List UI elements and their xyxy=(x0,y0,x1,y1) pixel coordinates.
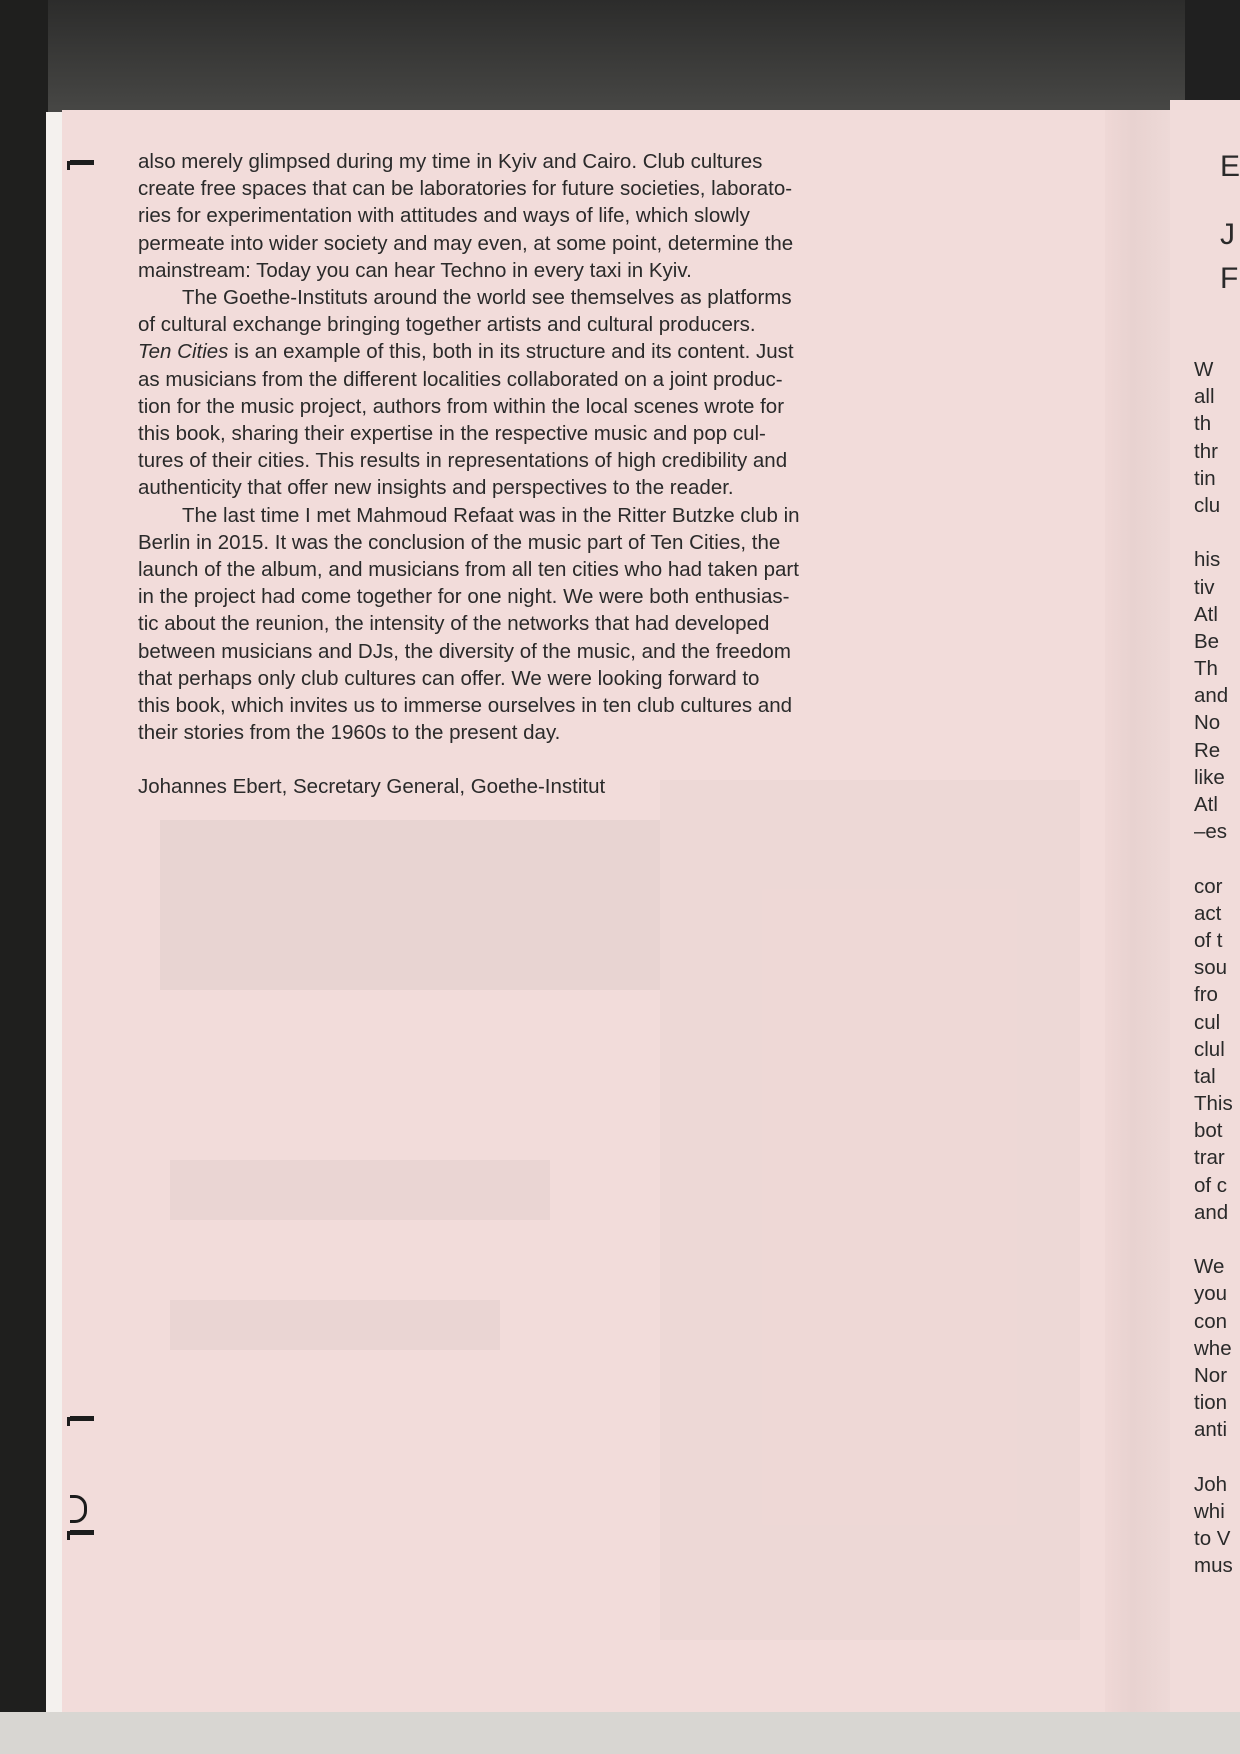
text-line: launch of the album, and musicians from all ten cities who had taken part xyxy=(138,558,799,582)
fragment: all xyxy=(1194,385,1215,409)
fragment: bot xyxy=(1194,1119,1223,1143)
scan-background-bottom xyxy=(0,1712,1240,1754)
registration-mark xyxy=(67,1417,70,1426)
fragment: act xyxy=(1194,901,1222,925)
scan-background-top xyxy=(0,0,1240,112)
fragment: Atl xyxy=(1194,602,1218,626)
fragment: whi xyxy=(1194,1499,1225,1523)
fragment: Atl xyxy=(1194,793,1218,816)
registration-mark xyxy=(67,1531,70,1540)
fragment: W xyxy=(1194,358,1214,381)
text-line: as musicians from the different localities collaborated on a joint produc- xyxy=(138,367,783,391)
text-line: Berlin in 2015. It was the conclusion of the music part of Ten Cities, the xyxy=(138,530,781,554)
fragment: Nor xyxy=(1194,1363,1228,1387)
fragment: and xyxy=(1194,1200,1229,1224)
text-line: authenticity that offer new insights and perspectives to the reader. xyxy=(138,476,734,500)
fragment: clu xyxy=(1194,493,1221,517)
text-line: tures of their cities. This results in representations of high credibility and xyxy=(138,449,788,473)
fragment: tal xyxy=(1194,1064,1216,1088)
fragment: his xyxy=(1194,548,1221,572)
text-line: ries for experimentation with attitudes and ways of life, which slowly xyxy=(138,204,750,228)
fragment: th xyxy=(1194,412,1212,436)
facing-text-fragments xyxy=(1194,356,1240,1579)
fragment: and xyxy=(1194,684,1229,708)
fragment: thr xyxy=(1194,439,1218,463)
text-line: this book, sharing their expertise in the respective music and pop cul- xyxy=(138,422,766,446)
text-line: tion for the music project, authors from within the local scenes wrote for xyxy=(138,394,785,418)
text-line: create free spaces that can be laboratories for future societies, laborato- xyxy=(138,177,793,201)
text-line: mainstream: Today you can hear Techno in every taxi in Kyiv. xyxy=(138,258,692,282)
fragment: No xyxy=(1194,711,1221,735)
fragment: mus xyxy=(1194,1554,1233,1578)
registration-mark xyxy=(67,161,70,170)
text-line: The last time I met Mahmoud Refaat was in the Ritter Butzke club in xyxy=(182,503,800,527)
facing-heading-fragment: E xyxy=(1220,150,1240,183)
fragment: to V xyxy=(1194,1527,1231,1551)
fragment: –es xyxy=(1194,820,1228,844)
fragment: We xyxy=(1194,1255,1225,1279)
text-line: The Goethe-Instituts around the world see themselves as platforms xyxy=(182,286,792,310)
fragment: fro xyxy=(1194,983,1218,1007)
fragment: of c xyxy=(1194,1173,1228,1197)
fragment: clul xyxy=(1194,1037,1225,1061)
fragment: Joh xyxy=(1194,1472,1228,1496)
text-line: tic about the reunion, the intensity of the networks that had developed xyxy=(138,612,770,636)
text-line: of cultural exchange bringing together artists and cultural producers. xyxy=(138,313,756,337)
book-title: Ten Cities xyxy=(138,340,229,364)
text-line-rest: is an example of this, both in its structure and its content. Just xyxy=(234,340,794,364)
text-line: permeate into wider society and may even, at some point, determine the xyxy=(138,231,794,255)
fragment: tiv xyxy=(1194,575,1215,599)
fragment: sou xyxy=(1194,956,1228,980)
fragment: Th xyxy=(1194,657,1218,681)
text-line: this book, which invites us to immerse ourselves in ten club cultures and xyxy=(138,694,793,718)
registration-mark xyxy=(70,1416,94,1421)
fragment: cul xyxy=(1194,1010,1221,1034)
text-line: in the project had come together for one night. We were both enthusias- xyxy=(138,585,790,609)
signature: Johannes Ebert, Secretary General, Goethe-Institut xyxy=(138,775,606,799)
text-line: their stories from the 1960s to the present day. xyxy=(138,721,561,745)
facing-heading-fragment: F xyxy=(1220,262,1239,295)
fragment: tin xyxy=(1194,466,1216,490)
fragment: anti xyxy=(1194,1418,1228,1442)
text-line: that perhaps only club cultures can offer. We were looking forward to xyxy=(138,666,760,690)
scan-background-left xyxy=(0,0,48,1754)
text-line: between musicians and DJs, the diversity of the music, and the freedom xyxy=(138,639,791,663)
facing-heading-fragment: J xyxy=(1220,218,1235,251)
fragment: whe xyxy=(1194,1336,1232,1360)
fragment: of t xyxy=(1194,928,1223,952)
text-line: also merely glimpsed during my time in Kyiv and Cairo. Club cultures xyxy=(138,150,763,173)
fragment: cor xyxy=(1194,874,1223,898)
fragment: Re xyxy=(1194,738,1221,762)
registration-mark xyxy=(70,1530,94,1535)
fragment: trar xyxy=(1194,1146,1225,1170)
fragment: This xyxy=(1194,1092,1233,1116)
fragment: tion xyxy=(1194,1391,1228,1415)
fragment: Be xyxy=(1194,629,1220,653)
scan-background-corner xyxy=(1185,0,1240,108)
fragment: you xyxy=(1194,1282,1228,1306)
registration-mark xyxy=(70,160,94,165)
book-gutter xyxy=(1105,110,1175,1712)
fragment: con xyxy=(1194,1309,1228,1333)
text-line xyxy=(138,338,918,365)
fragment: like xyxy=(1194,765,1225,789)
article-body xyxy=(138,148,918,801)
